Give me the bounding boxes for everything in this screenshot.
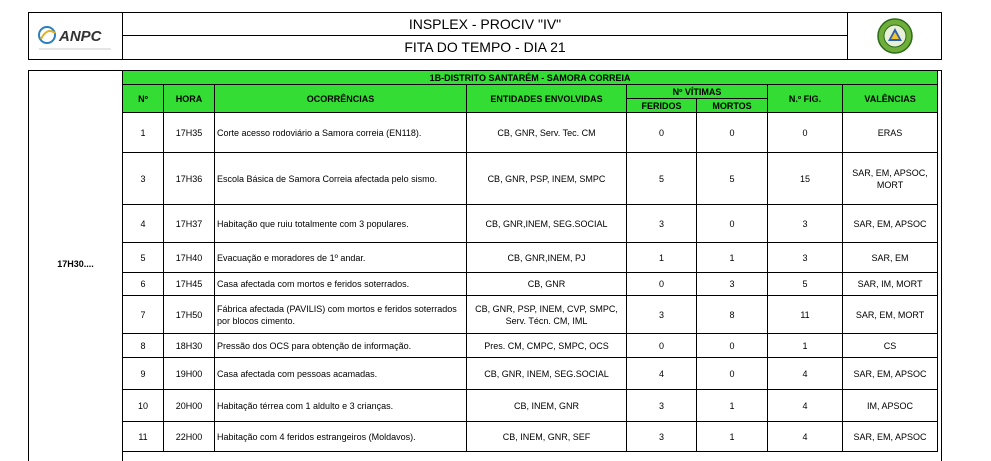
cell-entidades: CB, GNR, Serv. Tec. CM <box>467 113 627 153</box>
col-header-feridos: FERIDOS <box>627 99 697 113</box>
cell-entidades: CB, INEM, GNR, SEF <box>467 422 627 452</box>
cell-mortos: 1 <box>697 422 768 452</box>
cell-num: 5 <box>123 243 164 273</box>
cell-num: 10 <box>123 390 164 422</box>
cell-num: 3 <box>123 153 164 205</box>
cell-feridos: 0 <box>627 334 697 358</box>
document-header <box>28 12 942 60</box>
cell-feridos: 4 <box>627 358 697 390</box>
cell-entidades: CB, GNR, PSP, INEM, SMPC <box>467 153 627 205</box>
page-subtitle: FITA DO TEMPO - DIA 21 <box>404 39 566 55</box>
occurrences-table <box>122 70 938 452</box>
col-header-ocorrencias: OCORRÊNCIAS <box>215 85 467 113</box>
cell-hora: 17H35 <box>164 113 215 153</box>
cell-feridos: 3 <box>627 296 697 334</box>
cell-ocorrencia: Corte acesso rodoviário a Samora correia (EN118). <box>215 113 467 153</box>
cell-fig: 4 <box>768 390 843 422</box>
col-header-fig: N.º FIG. <box>768 85 843 113</box>
cell-mortos: 3 <box>697 273 768 296</box>
table-row <box>123 390 938 422</box>
cell-entidades: CB, GNR,INEM, PJ <box>467 243 627 273</box>
cell-num: 8 <box>123 334 164 358</box>
cell-hora: 17H40 <box>164 243 215 273</box>
table-row <box>123 334 938 358</box>
cell-fig: 1 <box>768 334 843 358</box>
civil-protection-emblem <box>847 13 941 59</box>
cell-feridos: 3 <box>627 205 697 243</box>
cell-mortos: 0 <box>697 358 768 390</box>
cell-mortos: 0 <box>697 205 768 243</box>
cell-fig: 4 <box>768 422 843 452</box>
cell-valencias: SAR, EM, APSOC <box>843 205 938 243</box>
time-block-label: 17H30.... <box>57 259 94 269</box>
table-row <box>123 243 938 273</box>
cell-hora: 20H00 <box>164 390 215 422</box>
cell-hora: 19H00 <box>164 358 215 390</box>
cell-feridos: 5 <box>627 153 697 205</box>
cell-ocorrencia: Habitação com 4 feridos estrangeiros (Moldavos). <box>215 422 467 452</box>
cell-ocorrencia: Evacuação e moradores de 1º andar. <box>215 243 467 273</box>
col-header-valencias: VALÊNCIAS <box>843 85 938 113</box>
time-block-column <box>29 71 123 461</box>
cell-fig: 3 <box>768 243 843 273</box>
cell-entidades: Pres. CM, CMPC, SMPC, OCS <box>467 334 627 358</box>
cell-ocorrencia: Escola Básica de Samora Correia afectada pelo sismo. <box>215 153 467 205</box>
cell-valencias: SAR, EM, APSOC <box>843 422 938 452</box>
district-header: 1B-DISTRITO SANTARÉM - SAMORA CORREIA <box>123 71 938 85</box>
cell-entidades: CB, GNR, PSP, INEM, CVP, SMPC, Serv. Técn. CM, IML <box>467 296 627 334</box>
cell-mortos: 1 <box>697 243 768 273</box>
cell-ocorrencia: Habitação que ruiu totalmente com 3 populares. <box>215 205 467 243</box>
cell-fig: 5 <box>768 273 843 296</box>
cell-num: 1 <box>123 113 164 153</box>
cell-valencias: SAR, IM, MORT <box>843 273 938 296</box>
cell-valencias: SAR, EM, APSOC <box>843 358 938 390</box>
cell-mortos: 5 <box>697 153 768 205</box>
table-row <box>123 296 938 334</box>
table-row <box>123 113 938 153</box>
cell-fig: 0 <box>768 113 843 153</box>
cell-fig: 15 <box>768 153 843 205</box>
cell-feridos: 1 <box>627 243 697 273</box>
table-row <box>123 153 938 205</box>
cell-num: 9 <box>123 358 164 390</box>
cell-ocorrencia: Casa afectada com mortos e feridos soterrados. <box>215 273 467 296</box>
cell-hora: 17H36 <box>164 153 215 205</box>
cell-valencias: IM, APSOC <box>843 390 938 422</box>
table-row <box>123 422 938 452</box>
cell-fig: 11 <box>768 296 843 334</box>
col-header-entidades: ENTIDADES ENVOLVIDAS <box>467 85 627 113</box>
col-header-vitimas: Nº VÍTIMAS <box>627 85 768 99</box>
cell-valencias: CS <box>843 334 938 358</box>
cell-mortos: 1 <box>697 390 768 422</box>
cell-valencias: SAR, EM <box>843 243 938 273</box>
table-row <box>123 358 938 390</box>
col-header-mortos: MORTOS <box>697 99 768 113</box>
cell-entidades: CB, GNR <box>467 273 627 296</box>
cell-num: 6 <box>123 273 164 296</box>
anpc-logo-text: ANPC <box>59 28 102 45</box>
cell-ocorrencia: Pressão dos OCS para obtenção de informação. <box>215 334 467 358</box>
cell-hora: 17H50 <box>164 296 215 334</box>
cell-feridos: 0 <box>627 273 697 296</box>
anpc-logo <box>29 13 123 59</box>
cell-fig: 4 <box>768 358 843 390</box>
cell-hora: 22H00 <box>164 422 215 452</box>
table-row <box>123 205 938 243</box>
cell-ocorrencia: Habitação térrea com 1 aldulto e 3 crianças. <box>215 390 467 422</box>
cell-mortos: 0 <box>697 113 768 153</box>
cell-entidades: CB, GNR, INEM, SEG.SOCIAL <box>467 358 627 390</box>
cell-mortos: 0 <box>697 334 768 358</box>
cell-num: 7 <box>123 296 164 334</box>
cell-valencias: SAR, EM, MORT <box>843 296 938 334</box>
cell-hora: 17H45 <box>164 273 215 296</box>
cell-num: 11 <box>123 422 164 452</box>
cell-ocorrencia: Casa afectada com pessoas acamadas. <box>215 358 467 390</box>
cell-feridos: 3 <box>627 422 697 452</box>
table-row <box>123 273 938 296</box>
cell-num: 4 <box>123 205 164 243</box>
cell-hora: 17H37 <box>164 205 215 243</box>
cell-valencias: SAR, EM, APSOC, MORT <box>843 153 938 205</box>
cell-feridos: 3 <box>627 390 697 422</box>
cell-hora: 18H30 <box>164 334 215 358</box>
cell-entidades: CB, INEM, GNR <box>467 390 627 422</box>
cell-valencias: ERAS <box>843 113 938 153</box>
cell-mortos: 8 <box>697 296 768 334</box>
col-header-hora: HORA <box>164 85 215 113</box>
cell-fig: 3 <box>768 205 843 243</box>
page-title: INSPLEX - PROCIV "IV" <box>123 13 847 36</box>
cell-ocorrencia: Fábrica afectada (PAVILIS) com mortos e feridos soterrados por blocos cimento. <box>215 296 467 334</box>
cell-feridos: 0 <box>627 113 697 153</box>
col-header-num: Nº <box>123 85 164 113</box>
cell-entidades: CB, GNR,INEM, SEG.SOCIAL <box>467 205 627 243</box>
